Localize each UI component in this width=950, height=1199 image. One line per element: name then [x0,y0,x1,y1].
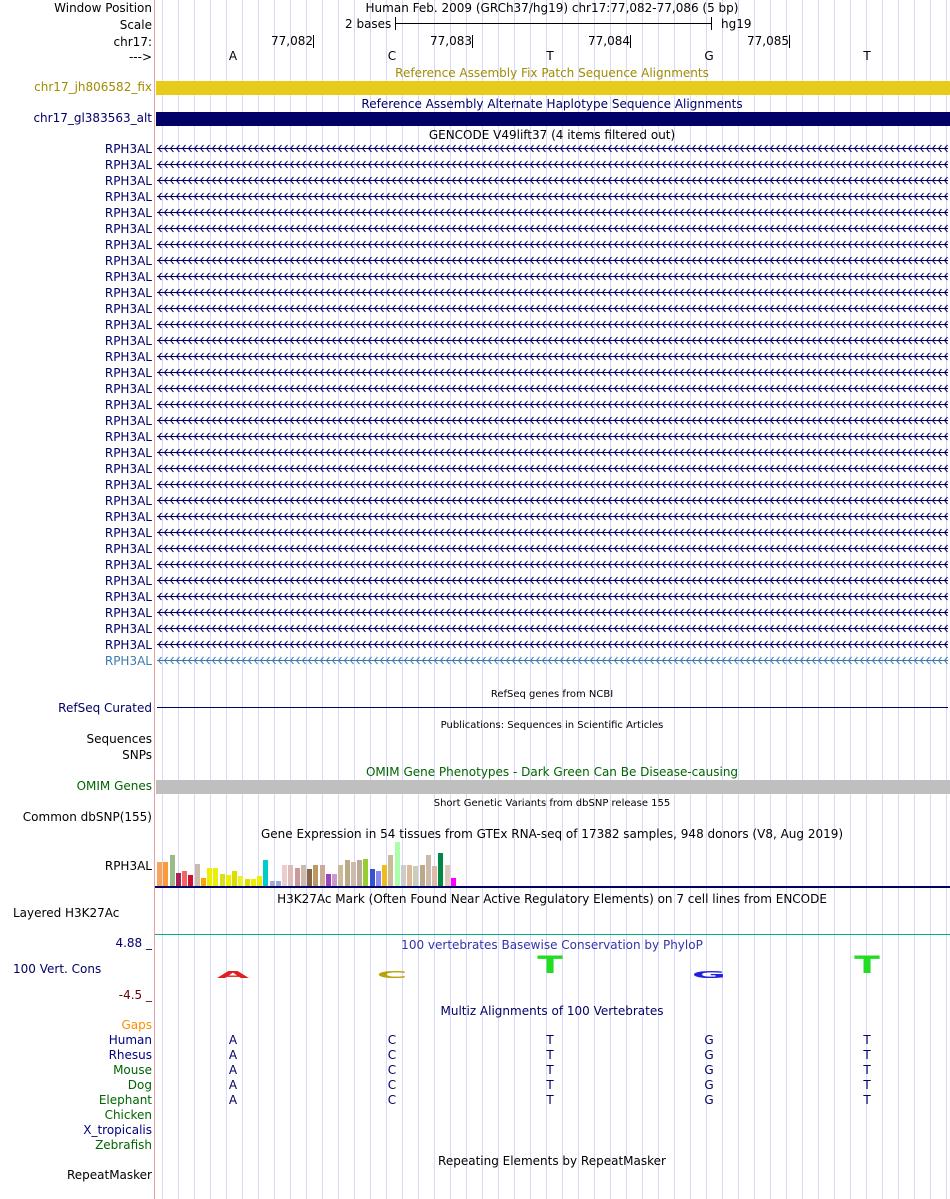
gtex-tissue-bar[interactable] [313,865,318,886]
alignment-base: T [863,1048,871,1062]
fix-patch-bar[interactable] [156,81,950,95]
gene-label[interactable]: RPH3AL [104,558,152,572]
species-label[interactable]: Dog [127,1078,152,1092]
gtex-tissue-bar[interactable] [338,865,343,886]
gtex-tissue-bar[interactable] [301,865,306,886]
refseq-gene-line[interactable] [157,707,948,708]
dbsnp-title: Short Genetic Variants from dbSNP release 155 [433,798,671,809]
strand-arrows [157,655,948,666]
gtex-tissue-bar[interactable] [295,868,300,886]
gene-transcript[interactable] [157,415,948,426]
gene-transcript[interactable] [157,591,948,602]
phylop-base-letter: T [537,954,563,980]
gene-label[interactable]: RPH3AL [104,638,152,652]
gtex-tissue-bar[interactable] [326,874,331,886]
reference-base: A [228,49,238,63]
strand-arrows [157,303,948,314]
gene-transcript[interactable] [157,191,948,202]
label-cons[interactable]: 100 Vert. Cons [13,962,102,976]
label-alt-haplotype[interactable]: chr17_gl383563_alt [33,111,152,125]
gtex-tissue-bar[interactable] [401,865,406,886]
ruler-position-label: 77,085 [747,34,789,48]
alignment-base: G [704,1048,714,1062]
gtex-tissue-bar[interactable] [288,865,293,886]
gtex-title: Gene Expression in 54 tissues from GTEx RNA-seq of 17382 samples, 948 donors (V8, Aug 2019) [260,827,844,841]
alt-haplotype-bar[interactable] [156,112,950,126]
gene-label[interactable]: RPH3AL [104,254,152,268]
gene-transcript[interactable] [157,463,948,474]
gene-label[interactable]: RPH3AL [104,270,152,284]
gene-transcript[interactable] [157,623,948,634]
gtex-tissue-bar[interactable] [388,855,393,886]
strand-arrows [157,207,948,218]
gene-label[interactable]: RPH3AL [104,174,152,188]
gene-transcript[interactable] [157,511,948,522]
gene-transcript[interactable] [157,223,948,234]
gene-transcript[interactable] [157,287,948,298]
gene-transcript[interactable] [157,143,948,154]
label-cons-max: 4.88 _ [115,936,152,950]
gene-transcript[interactable] [157,319,948,330]
alignment-base: A [228,1033,238,1047]
label-gtex-gene[interactable]: RPH3AL [104,859,152,873]
gene-transcript[interactable] [157,399,948,410]
strand-arrows [157,159,948,170]
alignment-base: T [863,1063,871,1077]
gene-label[interactable]: RPH3AL [104,622,152,636]
ruler-position-label: 77,084 [588,34,630,48]
gtex-tissue-bar[interactable] [213,868,218,886]
species-label[interactable]: Zebrafish [95,1138,152,1152]
gtex-tissue-bar[interactable] [445,865,450,886]
gene-label[interactable]: RPH3AL [104,366,152,380]
gene-transcript[interactable] [157,447,948,458]
gtex-tissue-bar[interactable] [195,864,200,886]
gene-label[interactable]: RPH3AL [104,158,152,172]
track-area[interactable] [155,0,950,1199]
label-repeatmasker[interactable]: RepeatMasker [66,1168,152,1182]
strand-arrows [157,335,948,346]
gene-label[interactable]: RPH3AL [104,478,152,492]
strand-arrows [157,639,948,650]
gtex-tissue-bar[interactable] [363,859,368,886]
gene-transcript[interactable] [157,367,948,378]
species-label[interactable]: X_tropicalis [83,1123,152,1137]
alignment-base: A [228,1093,238,1107]
gtex-tissue-bar[interactable] [382,865,387,886]
alignment-base: C [387,1048,397,1062]
reference-base: T [863,49,871,63]
gene-label[interactable]: RPH3AL [104,238,152,252]
strand-arrows [157,479,948,490]
strand-arrows [157,559,948,570]
gtex-tissue-bar[interactable] [220,874,225,886]
gtex-tissue-bar[interactable] [257,876,262,886]
label-snps[interactable]: SNPs [122,748,152,762]
gtex-tissue-bar[interactable] [407,865,412,886]
h3k27ac-title: H3K27Ac Mark (Often Found Near Active Regulatory Elements) on 7 cell lines from ENCODE [277,892,827,906]
strand-arrows [157,607,948,618]
scale-bar-right-tick [711,17,712,30]
gtex-tissue-bar[interactable] [163,862,168,886]
ruler-tick [313,35,314,48]
alignment-base: C [387,1078,397,1092]
gene-transcript[interactable] [157,271,948,282]
gtex-tissue-bar[interactable] [426,855,431,886]
strand-arrows [157,447,948,458]
gene-label[interactable]: RPH3AL [104,350,152,364]
gtex-tissue-bar[interactable] [238,876,243,886]
gtex-tissue-bar[interactable] [420,865,425,886]
gtex-tissue-bar[interactable] [188,875,193,886]
strand-arrows [157,543,948,554]
gene-transcript[interactable] [157,527,948,538]
strand-arrows [157,415,948,426]
gtex-tissue-bar[interactable] [370,869,375,886]
gtex-tissue-bar[interactable] [351,862,356,886]
alt-haplotype-title: Reference Assembly Alternate Haplotype Sequence Alignments [361,97,743,111]
gene-label[interactable]: RPH3AL [104,446,152,460]
gene-label[interactable]: RPH3AL [104,606,152,620]
gtex-tissue-bar[interactable] [170,855,175,886]
strand-arrows [157,527,948,538]
gencode-title: GENCODE V49lift37 (4 items filtered out) [428,128,676,142]
species-label[interactable]: Chicken [104,1108,152,1122]
gene-label[interactable]: RPH3AL [104,142,152,156]
gtex-tissue-bar[interactable] [413,866,418,886]
alignment-base: C [387,1033,397,1047]
gene-transcript[interactable] [157,479,948,490]
alignment-base: A [228,1078,238,1092]
alignment-base: T [546,1048,554,1062]
gene-label[interactable]: RPH3AL [104,494,152,508]
strand-arrows [157,591,948,602]
alignment-base: T [863,1093,871,1107]
gene-transcript[interactable] [157,303,948,314]
phylop-logo[interactable] [155,954,950,982]
scale-text: 2 bases [345,17,392,31]
strand-arrows [157,143,948,154]
ruler-position-label: 77,082 [271,34,313,48]
gene-transcript[interactable] [157,255,948,266]
label-gaps[interactable]: Gaps [121,1018,152,1032]
species-label[interactable]: Rhesus [108,1048,152,1062]
gtex-tissue-bar[interactable] [376,871,381,886]
gene-transcript[interactable] [157,207,948,218]
ruler-tick [789,35,790,48]
gene-transcript[interactable] [157,639,948,650]
gtex-tissue-bar[interactable] [320,865,325,886]
gtex-tissue-bar[interactable] [438,853,443,886]
assembly-label: hg19 [721,17,752,31]
gene-label[interactable]: RPH3AL [104,334,152,348]
alignment-base: G [704,1033,714,1047]
alignment-base: G [704,1078,714,1092]
strand-arrows [157,463,948,474]
strand-arrows [157,399,948,410]
alignment-base: T [863,1078,871,1092]
strand-arrows [157,495,948,506]
gtex-tissue-bar[interactable] [332,874,337,886]
label-sequences[interactable]: Sequences [86,732,152,746]
gene-label[interactable]: RPH3AL [104,542,152,556]
multiz-title: Multiz Alignments of 100 Vertebrates [440,1004,664,1018]
phylop-base-letter: T [854,954,880,980]
strand-arrows [157,191,948,202]
strand-arrows [157,239,948,250]
repeatmasker-title: Repeating Elements by RepeatMasker [438,1154,666,1168]
gene-label[interactable]: RPH3AL [104,574,152,588]
position-title: Human Feb. 2009 (GRCh37/hg19) chr17:77,082-77,086 (5 bp) [365,1,739,15]
ruler-tick [630,35,631,48]
gene-label[interactable]: RPH3AL [104,414,152,428]
omim-title: OMIM Gene Phenotypes - Dark Green Can Be Disease-causing [365,765,739,779]
reference-base: T [546,49,554,63]
label-refseq[interactable]: RefSeq Curated [58,701,152,715]
alignment-base: T [546,1063,554,1077]
alignment-base: C [387,1093,397,1107]
strand-arrows [157,511,948,522]
gene-label[interactable]: RPH3AL [104,382,152,396]
publications-title: Publications: Sequences in Scientific Articles [440,720,664,731]
fix-patch-title: Reference Assembly Fix Patch Sequence Alignments [395,66,709,80]
gtex-tissue-bar[interactable] [245,879,250,886]
gtex-tissue-bar[interactable] [201,878,206,886]
gene-label[interactable]: RPH3AL [104,302,152,316]
gene-transcript[interactable] [157,559,948,570]
species-label[interactable]: Mouse [113,1063,152,1077]
gtex-tissue-bar[interactable] [157,862,162,886]
gene-transcript[interactable] [157,335,948,346]
gene-label[interactable]: RPH3AL [104,222,152,236]
gene-label[interactable]: RPH3AL [104,590,152,604]
gene-label[interactable]: RPH3AL [104,206,152,220]
alignment-base: G [704,1063,714,1077]
alignment-base: A [228,1063,238,1077]
gene-transcript[interactable] [157,383,948,394]
gtex-tissue-bar[interactable] [263,860,268,886]
label-window-position[interactable]: Window Position [54,1,152,15]
gtex-tissue-bar[interactable] [432,866,437,886]
label-scale[interactable]: Scale [119,18,152,32]
phylop-base-letter: A [216,969,250,981]
label-dbsnp[interactable]: Common dbSNP(155) [22,810,152,824]
gtex-tissue-bar[interactable] [176,873,181,886]
gtex-tissue-bar[interactable] [395,842,400,886]
phylop-title: 100 vertebrates Basewise Conservation by PhyloP [401,938,703,952]
strand-arrows [157,623,948,634]
label-cons-min: -4.5 _ [118,988,152,1002]
strand-arrows [157,319,948,330]
alignment-base: A [228,1048,238,1062]
track-labels-column [0,0,152,1199]
ruler-tick [472,35,473,48]
alignment-base: T [546,1033,554,1047]
gtex-tissue-bar[interactable] [251,879,256,886]
gtex-baseline [155,886,950,888]
gtex-tissue-bar[interactable] [307,869,312,886]
phylop-base-letter: G [691,969,727,981]
gtex-tissue-bar[interactable] [232,871,237,886]
label-chrom[interactable]: chr17: [113,35,152,49]
alignment-base: T [546,1078,554,1092]
refseq-title: RefSeq genes from NCBI [490,689,614,700]
strand-arrows [157,351,948,362]
label-fix-patch[interactable]: chr17_jh806582_fix [34,80,152,94]
strand-arrows [157,575,948,586]
gene-transcript[interactable] [157,543,948,554]
strand-arrows [157,271,948,282]
scale-bar [395,23,711,24]
gtex-tissue-bar[interactable] [182,871,187,886]
reference-base: G [704,49,714,63]
strand-arrows [157,431,948,442]
h3k27ac-signal-line[interactable] [155,934,950,935]
gene-transcript[interactable] [157,607,948,618]
phylop-base-letter: C [376,969,408,981]
gene-label[interactable]: RPH3AL [104,286,152,300]
gtex-tissue-bar[interactable] [357,860,362,886]
label-omim[interactable]: OMIM Genes [76,779,152,793]
alignment-base: T [546,1093,554,1107]
gene-label[interactable]: RPH3AL [104,654,152,668]
gene-transcript[interactable] [157,239,948,250]
strand-arrows [157,367,948,378]
gene-label[interactable]: RPH3AL [104,462,152,476]
species-label[interactable]: Elephant [98,1093,152,1107]
gtex-tissue-bar[interactable] [282,865,287,886]
ruler-position-label: 77,083 [430,34,472,48]
gene-label[interactable]: RPH3AL [104,526,152,540]
label-h3k27ac[interactable]: Layered H3K27Ac [13,906,120,920]
gtex-tissue-bar[interactable] [345,860,350,886]
strand-arrows [157,255,948,266]
alignment-base: T [863,1033,871,1047]
alignment-base: G [704,1093,714,1107]
gene-label[interactable]: RPH3AL [104,318,152,332]
species-label[interactable]: Human [108,1033,152,1047]
strand-arrows [157,383,948,394]
gene-transcript[interactable] [157,431,948,442]
alignment-base: C [387,1063,397,1077]
gene-transcript[interactable] [157,159,948,170]
gene-label[interactable]: RPH3AL [104,430,152,444]
gene-transcript[interactable] [157,655,948,666]
gtex-tissue-bar[interactable] [226,875,231,886]
gtex-tissue-bar[interactable] [207,868,212,886]
gene-transcript[interactable] [157,351,948,362]
strand-arrows [157,287,948,298]
label-strand-arrow[interactable]: ---> [128,50,152,64]
gene-transcript[interactable] [157,495,948,506]
strand-arrows [157,223,948,234]
gene-transcript[interactable] [157,175,948,186]
gene-label[interactable]: RPH3AL [104,190,152,204]
reference-base: C [387,49,397,63]
omim-bar[interactable] [156,780,950,794]
gene-transcript[interactable] [157,575,948,586]
gene-label[interactable]: RPH3AL [104,398,152,412]
gtex-tissue-bar[interactable] [451,878,456,886]
strand-arrows [157,175,948,186]
gene-label[interactable]: RPH3AL [104,510,152,524]
